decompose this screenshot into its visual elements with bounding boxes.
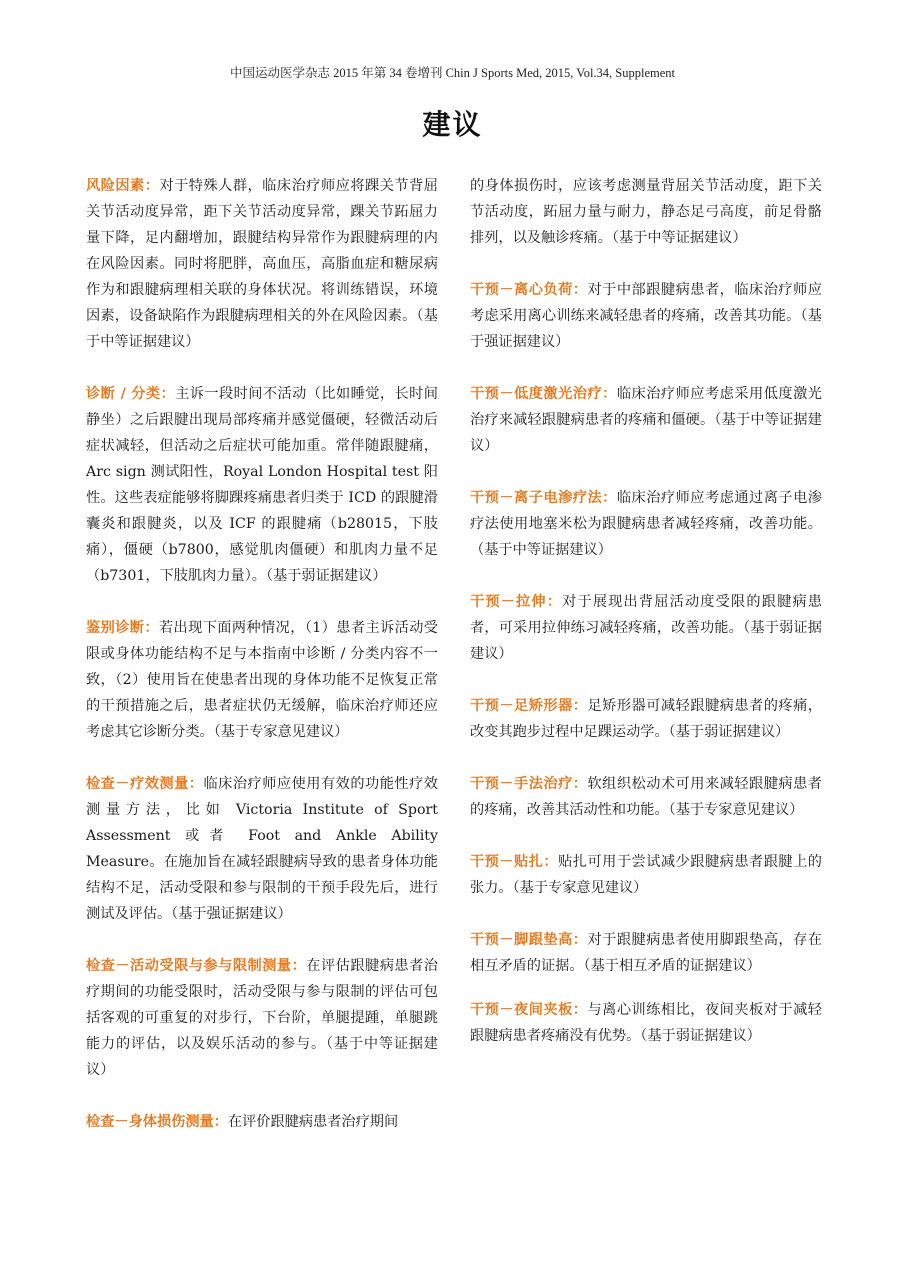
recommendation-body: 对于特殊人群，临床治疗师应将踝关节背屈关节活动度异常，距下关节活动度异常，踝关节跖屈力量下降，足内翻增加，跟腱结构异常作为跟腱病理的内在风险因素。同时将肥胖，高血压，高脂血症和糖尿病作为和跟腱病理相关联的身体状况。将训练错误，环境因素，设备缺陷作为跟腱病理相关的外在风险因素。（基于中等证据建议） — [86, 178, 438, 350]
recommendation-body: 足矫形器可减轻跟腱病患者的疼痛，改变其跑步过程中足踝运动学。（基于弱证据建议） — [470, 698, 822, 740]
recommendation-heading: 风险因素： — [86, 178, 160, 194]
recommendation-heading: 检查－活动受限与参与限制测量： — [86, 958, 307, 974]
recommendation-heading: 干预－低度激光治疗： — [470, 386, 617, 402]
recommendation-differential-diagnosis — [86, 615, 438, 745]
recommendation-body: 主诉一段时间不活动（比如睡觉，长时间静坐）之后跟腱出现局部疼痛并感觉僵硬，轻微活动后症状减轻，但活动之后症状可能加重。常伴随跟腱痛，Arc sign 测试阳性，Royal London Hospital test 阳性。这些表症能够将脚踝疼痛患者归类于 ICD 的跟腱滑囊炎和跟腱炎，以及 ICF 的跟腱痛（b28015，下肢痛），僵硬（b7800，感觉肌肉僵硬）和肌肉力量不足（b7301，下肢肌肉力量）。（基于弱证据建议） — [86, 386, 438, 584]
recommendation-heading: 干预－离心负荷： — [470, 282, 588, 298]
recommendation-heading: 鉴别诊断： — [86, 620, 159, 636]
recommendation-body: 对于跟腱病患者使用脚跟垫高，存在相互矛盾的证据。（基于相互矛盾的证据建议） — [470, 932, 822, 974]
recommendation-heading: 干预－离子电渗疗法： — [470, 490, 617, 506]
recommendation-night-splints — [470, 997, 822, 1049]
running-header: 中国运动医学杂志 2015 年第 34 卷增刊 Chin J Sports Med, 2015, Vol.34, Supplement — [229, 66, 676, 80]
recommendation-heading: 干预－贴扎： — [470, 854, 559, 870]
recommendation-body: 软组织松动术可用来减轻跟腱病患者的疼痛，改善其活动性和功能。（基于专家意见建议） — [470, 776, 822, 818]
recommendation-manual-therapy — [470, 771, 822, 823]
recommendation-body: 临床治疗师应使用有效的功能性疗效测量方法，比如 Victoria Institute of Sport Assessment 或者 Foot and Ankle Ability Measure。在施加旨在减轻跟腱病导致的患者身体功能结构不足，活动受限和参与限制的干预手段先后，进行测试及评估。（基于强证据建议） — [86, 776, 438, 922]
recommendation-outcome-measures — [86, 771, 438, 927]
recommendation-heading: 干预－夜间夹板： — [470, 1002, 588, 1018]
recommendation-risk-factors — [86, 173, 438, 355]
recommendation-body: 在评估跟腱病患者治疗期间的功能受限时，活动受限与参与限制的评估可包括客观的可重复的对步行，下台阶，单腿提踵，单腿跳能力的评估，以及娱乐活动的参与。（基于中等证据建议） — [86, 958, 438, 1078]
page-title: 建议 — [422, 108, 483, 141]
recommendation-body: 临床治疗师应考虑通过离子电渗疗法使用地塞米松为跟腱病患者减轻疼痛，改善功能。（基于中等证据建议） — [470, 490, 822, 558]
recommendation-body: 在评价跟腱病患者治疗期间 — [227, 1114, 399, 1130]
recommendation-eccentric-loading — [470, 277, 822, 355]
recommendation-body: 的身体损伤时，应该考虑测量背屈关节活动度，距下关节活动度，跖屈力量与耐力，静态足弓高度，前足骨骼排列，以及触诊疼痛。（基于中等证据建议） — [470, 178, 822, 246]
recommendation-body: 与离心训练相比，夜间夹板对于减轻跟腱病患者疼痛没有优势。（基于弱证据建议） — [470, 1002, 822, 1044]
right-column — [470, 173, 822, 1075]
recommendation-activity-limitation-measures — [86, 953, 438, 1083]
recommendation-impairment-measures — [86, 1109, 438, 1135]
recommendation-heading: 干预－脚跟垫高： — [470, 932, 588, 948]
recommendation-low-level-laser — [470, 381, 822, 459]
recommendation-heading: 诊断 / 分类： — [86, 386, 176, 402]
recommendation-iontophoresis — [470, 485, 822, 563]
recommendation-heading: 干预－拉伸： — [470, 594, 563, 610]
recommendation-heading: 检查－身体损伤测量： — [86, 1114, 228, 1130]
recommendation-heel-lifts — [470, 927, 822, 979]
recommendation-body: 对于展现出背屈活动度受限的跟腱病患者，可采用拉伸练习减轻疼痛，改善功能。（基于弱证据建议） — [470, 594, 822, 662]
recommendation-stretching — [470, 589, 822, 667]
recommendation-diagnosis — [86, 381, 438, 589]
recommendation-body: 临床治疗师应考虑采用低度激光治疗来减轻跟腱病患者的疼痛和僵硬。（基于中等证据建议） — [470, 386, 822, 454]
recommendation-heading: 干预－手法治疗： — [470, 776, 588, 792]
recommendation-heading: 检查－疗效测量： — [86, 776, 204, 792]
recommendation-body: 若出现下面两种情况，（1）患者主诉活动受限或身体功能结构不足与本指南中诊断 / 分类内容不一致，（2）使用旨在使患者出现的身体功能不足恢复正常的干预措施之后，患者症状仍无缓解，临床治疗师还应考虑其它诊断分类。（基于专家意见建议） — [86, 620, 438, 740]
recommendation-foot-orthoses — [470, 693, 822, 745]
left-column — [86, 173, 438, 1161]
recommendation-heading: 干预－足矫形器： — [470, 698, 588, 714]
recommendation-impairment-measures-continued — [470, 173, 822, 251]
recommendation-body: 对于中部跟腱病患者，临床治疗师应考虑采用离心训练来减轻患者的疼痛，改善其功能。（基于强证据建议） — [470, 282, 822, 350]
recommendation-body: 贴扎可用于尝试减少跟腱病患者跟腱上的张力。（基于专家意见建议） — [470, 854, 822, 896]
recommendation-taping — [470, 849, 822, 901]
